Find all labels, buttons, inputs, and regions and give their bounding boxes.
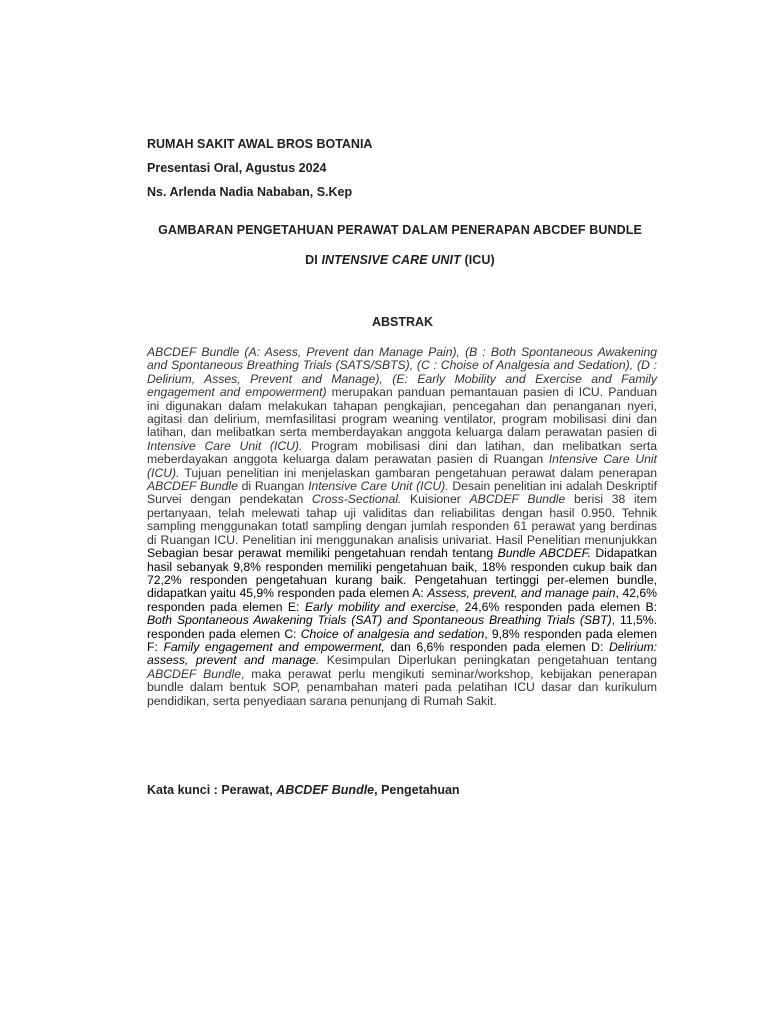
abstract-segment: Intensive Care Unit (ICU). — [147, 452, 657, 480]
presentation-info: Presentasi Oral, Agustus 2024 — [147, 161, 327, 175]
abstract-segment: ABCDEF Bundle — [147, 666, 242, 681]
abstract-segment: Both Spontaneous Awakening Trials (SAT) and Spontaneous Breathing Trials (SBT) — [147, 613, 612, 628]
abstract-segment: ABCDEF Bundle — [147, 479, 238, 494]
abstract-segment: dan 6,6% responden pada elemen D: — [384, 639, 609, 654]
abstract-segment: Early mobility and exercise, — [304, 599, 460, 614]
abstract-segment: Intensive Care Unit (ICU). — [147, 438, 303, 453]
paper-title-line-2 — [0, 253, 768, 267]
abstract-segment: Intensive Care Unit (ICU). — [308, 479, 449, 494]
abstract-segment: ABCDEF Bundle (A: Asess, Prevent dan Manage Pain), (B : Both Spontaneous Awakening and Spontaneous Breathing Trials (SATS/SBTS), (C : Choise of Analgesia and Sedation), (D : Delirium, Asses, Prevent and Manage), (E: Early Mobility and Exercise and Family engagement and empowerment) — [147, 345, 657, 400]
abstract-segment: 24,6% responden pada elemen B: — [459, 599, 658, 614]
abstract-segment: Cross-Sectional. — [311, 492, 402, 507]
title-prefix: DI — [305, 253, 322, 267]
abstract-segment: , maka perawat perlu mengikuti seminar/workshop, kebijakan penerapan bundle dalam bentuk SOP, penambahan materi pada pelatihan ICU dasar dan kurikulum pendidikan, serta penyediaan sarana penunjang di Rumah Sakit. — [147, 666, 657, 708]
keyword-abcdef-bundle: ABCDEF Bundle — [276, 783, 375, 797]
abstract-segment: , 42,6% responden pada elemen E: — [147, 586, 657, 614]
keywords-label: Kata kunci : — [147, 783, 222, 797]
hospital-name: RUMAH SAKIT AWAL BROS BOTANIA — [147, 137, 373, 151]
abstract-segment: Delirium: assess, prevent and manage. — [147, 639, 658, 668]
keywords-line — [147, 783, 460, 797]
abstract-segment: Bundle ABCDEF. — [497, 546, 591, 561]
abstract-segment: Assess, prevent, and manage pain — [427, 586, 616, 601]
abstract-segment: Sebagian besar perawat memiliki pengetahuan rendah tentang — [147, 546, 498, 561]
paper-title-line-1: GAMBARAN PENGETAHUAN PERAWAT DALAM PENERAPAN ABCDEF BUNDLE — [158, 223, 642, 237]
abstract-segment: ABCDEF Bundle — [469, 492, 566, 507]
abstract-segment: Family engagement and empowerment, — [163, 639, 385, 654]
abstract-segment: Kesimpulan Diperlukan peningkatan pengetahuan tentang — [319, 653, 657, 668]
abstract-segment: Desain penelitian ini adalah Deskriptif Survei dengan pendekatan — [147, 479, 657, 507]
abstract-segment: Kuisioner — [401, 492, 470, 507]
keyword-pengetahuan: , Pengetahuan — [374, 783, 460, 797]
abstract-segment: berisi 38 item pertanyaan, telah melewati tahap uji validitas dan reliabilitas dengan hasil 0.950. Tehnik sampling menggunakan totatl sampling dengan jumlah responden 61 perawat yang berdinas di Ruangan ICU. Penelitian ini menggunakan analisis univariat. Hasil Penelitian menunjukkan — [147, 492, 657, 547]
keyword-perawat: Perawat, — [221, 783, 277, 797]
abstract-segment: Tujuan penelitian ini menjelaskan gambaran pengetahuan perawat dalam penerapan — [179, 465, 657, 480]
title-suffix: (ICU) — [460, 253, 495, 267]
abstract-body — [147, 346, 657, 708]
abstract-segment: Didapatkan hasil sebanyak 9,8% responden memiliki pengetahuan baik, 18% responden cukup baik dan 72,2% responden pengetahuan kurang baik. Pengetahuan tertinggi per-elemen bundle, didapatkan yaitu 45,9% responden pada elemen A: — [147, 546, 657, 601]
abstract-segment: Program mobilisasi dini dan latihan, dan melibatkan serta meberdayakan anggota keluarga dalam perawatan pasien di Ruangan — [147, 438, 657, 467]
title-italic-term: INTENSIVE CARE UNIT — [321, 253, 461, 267]
abstract-segment: di Ruangan — [237, 479, 309, 494]
abstract-heading: ABSTRAK — [371, 315, 434, 329]
abstract-segment: merupakan panduan pemantauan pasien di ICU. Panduan ini digunakan dalam melakukan tahapan pengkajian, pencegahan dan penanganan nyeri, agitasi dan delirium, memfasilitasi program weaning ventilator, program mobilisasi dini dan latihan, dan melibatkan serta memberdayakan anggota keluarga dalam perawatan pasien di — [147, 385, 657, 440]
author-name: Ns. Arlenda Nadia Nababan, S.Kep — [147, 185, 353, 199]
abstract-segment: Choice of analgesia and sedation — [300, 626, 485, 641]
abstract-segment: , 11,5%. responden pada elemen C: — [147, 613, 657, 641]
abstract-segment: , 9,8% responden pada elemen F: — [147, 626, 657, 654]
